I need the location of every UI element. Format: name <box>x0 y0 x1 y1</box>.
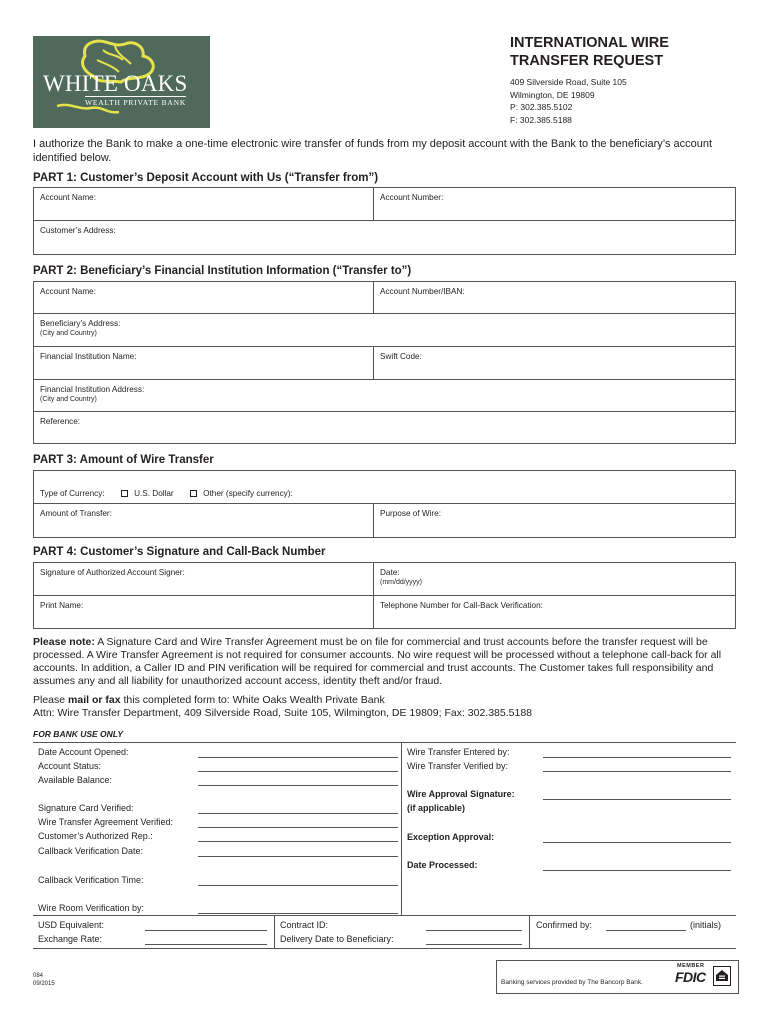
date-processed-line[interactable] <box>543 870 731 871</box>
exchange-rate-label: Exchange Rate: <box>38 934 103 944</box>
reference-field[interactable]: Reference: <box>40 417 81 426</box>
part2-box <box>33 281 736 444</box>
beneficiary-account-name-field[interactable]: Account Name: <box>34 282 374 313</box>
delivery-date-label: Delivery Date to Beneficiary: <box>280 934 394 944</box>
approval-signature-line[interactable] <box>543 799 731 800</box>
callback-time-label: Callback Verification Time: <box>38 875 144 885</box>
callback-time-line[interactable] <box>198 885 398 886</box>
wire-room-line[interactable] <box>198 913 398 914</box>
bank-use-title: FOR BANK USE ONLY <box>33 729 124 739</box>
usd-equivalent-line[interactable] <box>145 930 267 931</box>
date-field[interactable]: Date: (mm/dd/yyyy) <box>380 568 422 586</box>
equal-housing-icon <box>713 966 731 986</box>
authorization-text: I authorize the Bank to make a one-time electronic wire transfer of funds from my deposit account with the Bank to the beneficiary’s account identified below. <box>33 138 713 164</box>
institution-address-field[interactable]: Financial Institution Address: (City and Country) <box>40 385 145 403</box>
signature-field[interactable]: Signature of Authorized Account Signer: <box>34 563 374 595</box>
approval-signature-label: Wire Approval Signature: <box>407 789 515 799</box>
confirmed-by-label: Confirmed by: <box>536 920 593 930</box>
part4-title: PART 4: Customer’s Signature and Call-Back Number <box>33 546 326 558</box>
part4-box <box>33 562 736 629</box>
usd-label: U.S. Dollar <box>134 489 174 498</box>
available-balance-label: Available Balance: <box>38 775 112 785</box>
sig-card-line[interactable] <box>198 813 398 814</box>
account-status-label: Account Status: <box>38 761 102 771</box>
callback-date-line[interactable] <box>198 856 398 857</box>
available-balance-line[interactable] <box>198 785 398 786</box>
exception-approval-line[interactable] <box>543 842 731 843</box>
auth-rep-label: Customer’s Authorized Rep.: <box>38 831 153 841</box>
institution-name-field[interactable]: Financial Institution Name: <box>34 347 374 379</box>
usd-checkbox[interactable] <box>121 490 128 497</box>
beneficiary-address-field[interactable]: Beneficiary’s Address: (City and Country) <box>40 319 121 337</box>
usd-equivalent-label: USD Equivalent: <box>38 920 105 930</box>
confirmed-by-line[interactable] <box>606 930 686 931</box>
currency-type-label: Type of Currency: <box>40 489 105 498</box>
bank-logo <box>33 36 210 128</box>
wire-room-label: Wire Room Verification by: <box>38 903 145 913</box>
date-opened-line[interactable] <box>198 757 398 758</box>
banking-services-text: Banking services provided by The Bancorp Bank. <box>501 979 643 986</box>
other-currency-label: Other (specify currency): <box>203 489 293 498</box>
beneficiary-account-number-field[interactable]: Account Number/IBAN: <box>380 287 465 296</box>
form-title: INTERNATIONAL WIRE TRANSFER REQUEST <box>510 35 669 69</box>
part1-title: PART 1: Customer’s Deposit Account with Us (“Transfer from”) <box>33 172 379 184</box>
date-processed-label: Date Processed: <box>407 860 478 870</box>
swift-code-field[interactable]: Swift Code: <box>380 352 422 361</box>
bank-address: 409 Silverside Road, Suite 105 Wilmington, DE 19809 P: 302.385.5102 F: 302.385.5188 <box>510 77 627 125</box>
member-label: MEMBER <box>677 963 705 969</box>
customer-account-number-field[interactable]: Account Number: <box>380 193 444 202</box>
entered-by-line[interactable] <box>543 757 731 758</box>
mail-instructions: Please mail or fax this completed form to: White Oaks Wealth Private Bank Attn: Wire Transfer Department, 409 Silverside Road, Suite 105, Wilmington, DE 19809; Fax: 302.385.5188 <box>33 694 533 719</box>
callback-date-label: Callback Verification Date: <box>38 846 144 856</box>
contract-id-label: Contract ID: <box>280 920 329 930</box>
customer-address-field[interactable]: Customer’s Address: <box>40 226 116 235</box>
exception-approval-label: Exception Approval: <box>407 832 495 842</box>
delivery-date-line[interactable] <box>426 944 522 945</box>
sig-card-label: Signature Card Verified: <box>38 803 134 813</box>
form-number: 084 09/2015 <box>33 973 55 987</box>
exchange-rate-line[interactable] <box>145 944 267 945</box>
part2-title: PART 2: Beneficiary’s Financial Institution Information (“Transfer to”) <box>33 265 412 277</box>
verified-by-label: Wire Transfer Verified by: <box>407 761 509 771</box>
bank-use-mid-rule <box>33 915 736 916</box>
please-note-text: Please note: A Signature Card and Wire Transfer Agreement must be on file for commercial and trust accounts before the transfer request will be processed. A Wire Transfer Agreement is not required for consumer accounts. No wire request will be processed without a telephone call-back for all accounts. In addition, a Caller ID and PIN verification will be required for commercial and trust accounts. The Customer takes full responsibility and assumes any and all liability for unauthorized account access, identity theft and/or fraud. <box>33 636 722 687</box>
entered-by-label: Wire Transfer Entered by: <box>407 747 510 757</box>
initials-label: (initials) <box>690 920 722 930</box>
callback-telephone-field[interactable]: Telephone Number for Call-Back Verification: <box>380 601 543 610</box>
part3-box <box>33 470 736 538</box>
bank-use-divider-2 <box>274 916 275 948</box>
part1-box <box>33 187 736 255</box>
if-applicable-label: (if applicable) <box>407 803 466 813</box>
auth-rep-line[interactable] <box>198 841 398 842</box>
fdic-logo: FDIC <box>675 969 706 985</box>
purpose-field[interactable]: Purpose of Wire: <box>380 509 441 518</box>
logo-name: WHITE OAKS <box>43 71 188 96</box>
part3-title: PART 3: Amount of Wire Transfer <box>33 454 214 466</box>
bank-use-divider-3 <box>529 916 530 948</box>
date-opened-label: Date Account Opened: <box>38 747 129 757</box>
bank-use-divider <box>401 743 402 915</box>
wire-agreement-line[interactable] <box>198 827 398 828</box>
print-name-field[interactable]: Print Name: <box>34 596 374 628</box>
footer-box <box>496 960 739 994</box>
other-currency-checkbox[interactable] <box>190 490 197 497</box>
contract-id-line[interactable] <box>426 930 522 931</box>
bank-use-bottom-rule <box>33 948 736 949</box>
customer-account-name-field[interactable]: Account Name: <box>34 188 374 220</box>
verified-by-line[interactable] <box>543 771 731 772</box>
wire-agreement-label: Wire Transfer Agreement Verified: <box>38 817 174 827</box>
bank-use-top-rule <box>33 742 736 743</box>
account-status-line[interactable] <box>198 771 398 772</box>
amount-field[interactable]: Amount of Transfer: <box>34 504 374 537</box>
logo-subtitle: WEALTH PRIVATE BANK <box>85 98 187 107</box>
